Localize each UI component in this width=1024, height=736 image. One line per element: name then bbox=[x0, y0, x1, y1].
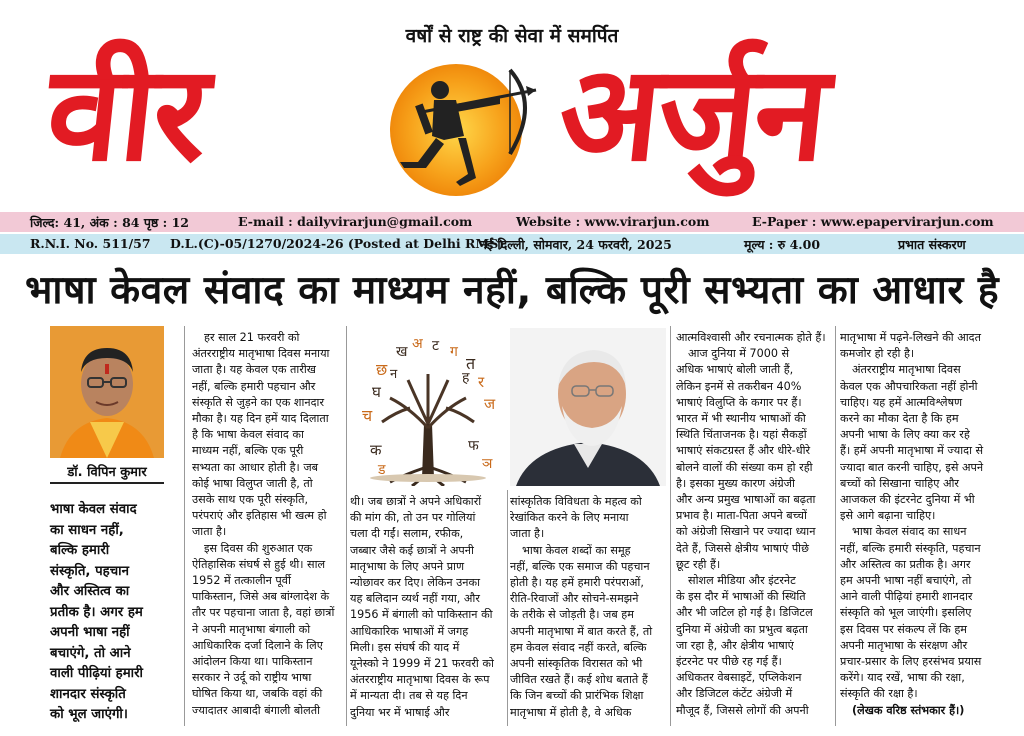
text-line: बच्चों को सिखाना चाहिए और bbox=[840, 476, 959, 490]
pull-quote-line: का साधन नहीं, bbox=[50, 522, 124, 538]
article-column-3 bbox=[510, 494, 666, 721]
column-divider bbox=[507, 490, 508, 726]
text-line: अपनी मातृभाषा के संरक्षण और bbox=[840, 638, 968, 652]
text-line: लेकिन इनमें से तकरीबन 40% bbox=[676, 379, 802, 393]
tree-letter: ग bbox=[450, 344, 458, 360]
text-line: इंटरनेट पर पीछे रह गई हैं। bbox=[676, 655, 782, 669]
price: मूल्य : रु 4.00 bbox=[744, 237, 821, 252]
pull-quote-line: शानदार संस्कृति bbox=[50, 686, 126, 702]
tree-letter: छ bbox=[376, 360, 388, 379]
text-line: होती है। यह हमें हमारी परंपराओं, bbox=[510, 576, 644, 590]
text-line: परंपराएं और इतिहास भी खत्म हो bbox=[192, 509, 327, 523]
text-line: चला दी गईं। सलाम, रफीक, bbox=[350, 527, 464, 541]
text-line: कमजोर हो रही है। bbox=[840, 347, 915, 361]
author-photo bbox=[50, 326, 164, 458]
text-line: सरकार ने उर्दू को राष्ट्रीय भाषा bbox=[192, 671, 312, 685]
text-line: मौका है। यह दिन हमें याद दिलाता bbox=[192, 412, 329, 426]
text-line: अपनी भाषा के लिए क्या कर रहे bbox=[840, 428, 970, 442]
volume-info: जिल्द: 41, अंक : 84 पृष्ठ : 12 bbox=[30, 215, 189, 230]
tree-letter: ज bbox=[484, 395, 496, 413]
text-line: हैं। हमें अपनी मातृभाषा में ज्यादा से bbox=[840, 444, 984, 458]
tree-letter: ह bbox=[462, 370, 470, 386]
pull-quote-line: बल्कि हमारी bbox=[50, 543, 110, 558]
text-line: स्थिति चिंताजनक है। यहां सैकड़ों bbox=[676, 428, 807, 442]
text-line: इस दिवस की शुरुआत एक bbox=[204, 541, 313, 555]
text-line: कि जिन बच्चों की प्रारंभिक शिक्षा bbox=[510, 689, 644, 703]
registration-bar bbox=[0, 234, 1024, 254]
tree-letter: ट bbox=[432, 338, 440, 354]
text-line: अंतरराष्ट्रीय मातृभाषा दिवस के रूप bbox=[350, 673, 490, 687]
text-line: में मान्यता दी। तब से यह दिन bbox=[350, 689, 468, 703]
text-line: घोषित किया था, जबकि वहां की bbox=[192, 687, 323, 701]
pull-quote-line: वाली पीढ़ियां हमारी bbox=[50, 666, 143, 681]
text-line: संस्कृति से जुड़ने का एक शानदार bbox=[192, 395, 325, 409]
text-line: संस्कृति को भूल जाएंगी। इसलिए bbox=[840, 606, 972, 620]
article-column-1 bbox=[192, 330, 342, 719]
edition: प्रभात संस्करण bbox=[898, 237, 966, 252]
masthead-tagline: वर्षों से राष्ट्र की सेवा में समर्पित bbox=[405, 25, 619, 47]
text-line: कोई भाषा विलुप्त जाती है, तो bbox=[192, 476, 313, 490]
text-line: मातृभाषा के लिए अपने प्राण bbox=[350, 559, 465, 573]
text-line: प्रभाव है। माता-पिता अपने बच्चों bbox=[676, 509, 807, 523]
text-line: नहीं, बल्कि हमारी संस्कृति, पहचान bbox=[840, 541, 981, 555]
language-tree-illustration bbox=[350, 328, 506, 486]
rni-number: R.N.I. No. 511/57 bbox=[30, 236, 151, 251]
text-line: पाकिस्तान, जिसे अब बांग्लादेश के bbox=[192, 590, 330, 604]
text-line: अपनी मातृभाषा में बात करते हैं, तो bbox=[510, 624, 653, 638]
text-line: प्रचार-प्रसार के लिए हरसंभव प्रयास bbox=[840, 655, 982, 669]
text-line: हर साल 21 फरवरी को bbox=[204, 331, 300, 344]
text-line: आने वाली पीढ़ियां हमारी शानदार bbox=[840, 590, 973, 604]
pull-quote-line: को भूल जाएंगी। bbox=[50, 707, 128, 722]
text-line: करने का मौका देता है कि हम bbox=[840, 412, 959, 426]
text-line: जब्बार जैसे कई छात्रों ने अपनी bbox=[350, 543, 474, 557]
text-line: और अन्य प्रमुख भाषाओं का बढ़ता bbox=[676, 493, 816, 507]
text-line: और भी जटिल हो गई है। डिजिटल bbox=[676, 606, 813, 620]
text-line: भाषाएं विलुप्ति के कगार पर हैं। bbox=[676, 395, 802, 409]
text-line: अंतरराष्ट्रीय मातृभाषा दिवस bbox=[852, 363, 961, 377]
text-line: केवल एक औपचारिकता नहीं होनी bbox=[840, 379, 978, 393]
text-line: माध्यम नहीं, बल्कि एक पूरी bbox=[192, 444, 304, 458]
column-divider bbox=[670, 326, 671, 726]
text-line: यह बलिदान व्यर्थ नहीं गया, और bbox=[350, 592, 480, 606]
text-line: रीति-रिवाजों और सोचने-समझने bbox=[510, 592, 639, 606]
text-line: छूट रही हैं। bbox=[676, 557, 721, 571]
author-name: डॉ. विपिन कुमार bbox=[67, 465, 147, 480]
pull-quote-line: और अस्तित्व का bbox=[50, 584, 130, 599]
text-line: आधिकारिक दर्जा दिलाने के लिए bbox=[192, 638, 323, 652]
text-line: जाता है। यह केवल एक तारीख bbox=[192, 363, 316, 377]
archer-emblem bbox=[360, 44, 560, 204]
column-divider bbox=[346, 326, 347, 726]
postal-registration: D.L.(C)-05/1270/2024-26 (Posted at Delhi RMS) bbox=[170, 236, 505, 251]
text-line: करेंगे। याद रखें, भाषा की रक्षा, bbox=[840, 671, 965, 685]
text-line: सोशल मीडिया और इंटरनेट bbox=[688, 574, 796, 588]
portrait-photo bbox=[510, 328, 666, 486]
text-line: इसे आगे बढ़ाना चाहिए। bbox=[840, 509, 936, 523]
author-divider bbox=[50, 482, 164, 484]
text-line: नहीं, बल्कि एक समाज की पहचान bbox=[510, 559, 650, 573]
text-line: दुनिया भर में भाषाई और bbox=[350, 705, 450, 719]
text-line: जा रहा है, और क्षेत्रीय भाषाएं bbox=[676, 638, 794, 652]
pull-quote-line: संस्कृति, पहचान bbox=[50, 563, 129, 579]
text-line: जाता है। bbox=[192, 525, 227, 539]
text-line: संस्कृति की रक्षा है। bbox=[840, 687, 918, 701]
text-line: है कि भाषा केवल संवाद का bbox=[192, 428, 304, 442]
pull-quote-line: अपनी भाषा नहीं bbox=[50, 625, 130, 640]
text-line: ज्यादातर आबादी बंगाली बोलती bbox=[192, 703, 321, 717]
text-line: अधिक भाषाएं बोली जाती हैं, bbox=[676, 363, 794, 377]
text-line: थी। जब छात्रों ने अपने अधिकारों bbox=[350, 495, 482, 508]
text-line: 1952 में तत्कालीन पूर्वी bbox=[192, 574, 291, 588]
tree-letter: फ bbox=[468, 438, 479, 454]
text-line: बोलने वालों की संख्या कम हो रही bbox=[676, 460, 813, 474]
article-column-4 bbox=[676, 330, 832, 719]
text-line: अधिकतर वेबसाइटें, एप्लिकेशन bbox=[676, 671, 802, 685]
email-link[interactable]: E-mail : dailyvirarjun@gmail.com bbox=[238, 214, 473, 229]
text-line: आजकल की इंटरनेट दुनिया में भी bbox=[840, 493, 975, 507]
text-line: मातृभाषा में होती है, वे अधिक bbox=[510, 705, 632, 719]
text-line: भारत में भी स्थानीय भाषाओं की bbox=[676, 412, 806, 426]
article-headline: भाषा केवल संवाद का माध्यम नहीं, बल्कि पूरी सभ्यता का आधार है bbox=[24, 268, 1000, 313]
text-line: जाता है। bbox=[510, 527, 545, 541]
text-line: हम अपनी भाषा नहीं बचाएंगे, तो bbox=[840, 574, 972, 588]
text-line: ज्यादा बात करनी चाहिए, इसे अपने bbox=[840, 460, 984, 474]
text-line: उसके साथ एक पूरी संस्कृति, bbox=[192, 493, 309, 507]
text-line: के तरीके से जोड़ती है। जब हम bbox=[510, 608, 634, 622]
text-line: तौर पर पहचाना जाता है, वहां छात्रों bbox=[192, 606, 335, 620]
text-line: आधिकारिक भाषाओं में जगह bbox=[350, 624, 469, 638]
text-line: अपनी सांस्कृतिक विरासत को भी bbox=[510, 657, 643, 671]
author-note: (लेखक वरिष्ठ स्तंभकार हैं।) bbox=[852, 703, 965, 717]
pull-quote bbox=[50, 500, 178, 726]
text-line: मातृभाषा में पढ़ने-लिखने की आदत bbox=[840, 331, 981, 344]
tree-letter: ख bbox=[396, 344, 408, 360]
text-line: है। इसका मुख्य कारण अंग्रेजी bbox=[676, 476, 795, 490]
text-line: को अंग्रेजी सिखाने पर ज्यादा ध्यान bbox=[676, 525, 816, 539]
text-line: के इस दौर में भाषाओं की स्थिति bbox=[676, 590, 806, 604]
contact-info-bar bbox=[0, 212, 1024, 232]
text-line: सांस्कृतिक विविधता के महत्व को bbox=[510, 495, 642, 508]
text-line: और अस्तित्व का प्रतीक है। अगर bbox=[840, 557, 971, 571]
text-line: आत्मविश्वासी और रचनात्मक होते हैं। bbox=[676, 331, 826, 344]
text-line: इस दिवस पर संकल्प लें कि हम bbox=[840, 622, 967, 636]
text-line: जीवित रखते हैं। कई शोध बताते हैं bbox=[510, 673, 648, 687]
tree-letter: ड bbox=[378, 462, 386, 478]
text-line: और डिजिटल कंटेंट अंग्रेजी में bbox=[676, 687, 793, 701]
text-line: 1956 में बंगाली को पाकिस्तान की bbox=[350, 608, 493, 622]
brand-name-left: वीर bbox=[39, 37, 214, 191]
pull-quote-line: बचाएंगे, तो आने bbox=[50, 645, 131, 661]
tree-letter: न bbox=[390, 367, 398, 382]
text-line: मौजूद हैं, जिससे लोगों की अपनी bbox=[676, 703, 809, 717]
tree-letter: क bbox=[370, 441, 382, 459]
pull-quote-line: प्रतीक है। अगर हम bbox=[50, 604, 143, 620]
tree-letter: घ bbox=[372, 383, 381, 401]
tree-letter: त bbox=[466, 354, 476, 373]
text-line: आज दुनिया में 7000 से bbox=[688, 347, 790, 361]
text-line: आंदोलन किया था। पाकिस्तान bbox=[192, 655, 313, 669]
pull-quote-line: भाषा केवल संवाद bbox=[50, 502, 137, 517]
website-link[interactable]: Website : www.virarjun.com bbox=[516, 214, 710, 229]
text-line: की मांग की, तो उन पर गोलियां bbox=[350, 511, 476, 525]
text-line: देते हैं, जिससे क्षेत्रीय भाषाएं पीछे bbox=[676, 541, 809, 555]
text-line: भाषा केवल संवाद का साधन bbox=[852, 525, 967, 539]
tree-letter: अ bbox=[412, 336, 423, 352]
text-line: रेखांकित करने के लिए मनाया bbox=[510, 511, 629, 525]
column-divider bbox=[835, 326, 836, 726]
text-line: चाहिए। यह हमें आत्मविश्लेषण bbox=[840, 395, 963, 409]
text-line: मिली। इस संघर्ष की याद में bbox=[350, 640, 460, 654]
text-line: अंतरराष्ट्रीय मातृभाषा दिवस मनाया bbox=[192, 347, 330, 361]
text-line: ने अपनी मातृभाषा बंगाली को bbox=[192, 622, 311, 636]
masthead bbox=[0, 0, 1024, 210]
article-column-2 bbox=[350, 494, 505, 721]
text-line: भाषाएं संकटग्रस्त हैं और धीरे-धीरे bbox=[676, 444, 811, 458]
text-line: ऐतिहासिक संघर्ष से हुई थी। साल bbox=[192, 557, 326, 571]
text-line: भाषा केवल शब्दों का समूह bbox=[522, 543, 631, 557]
tree-letter: च bbox=[362, 406, 373, 425]
tree-letter: र bbox=[478, 373, 485, 391]
text-line: सभ्यता का आधार होती है। जब bbox=[192, 460, 319, 474]
text-line: दुनिया में अंग्रेजी का प्रभुत्व बढ़ता bbox=[676, 622, 808, 636]
text-line: नहीं, बल्कि हमारी पहचान और bbox=[192, 379, 316, 393]
tree-letter: ञ bbox=[482, 456, 493, 472]
article-column-5 bbox=[840, 330, 1000, 719]
text-line: न्योछावर कर दिए। लेकिन उनका bbox=[350, 576, 480, 590]
text-line: यूनेस्को ने 1999 में 21 फरवरी को bbox=[350, 657, 494, 671]
brand-name-right: अर्जुन bbox=[551, 37, 835, 191]
column-divider bbox=[184, 326, 185, 726]
epaper-link[interactable]: E-Paper : www.epapervirarjun.com bbox=[752, 214, 994, 229]
dateline: नई दिल्ली, सोमवार, 24 फरवरी, 2025 bbox=[480, 237, 672, 252]
text-line: हम केवल संवाद नहीं करते, बल्कि bbox=[510, 640, 647, 654]
